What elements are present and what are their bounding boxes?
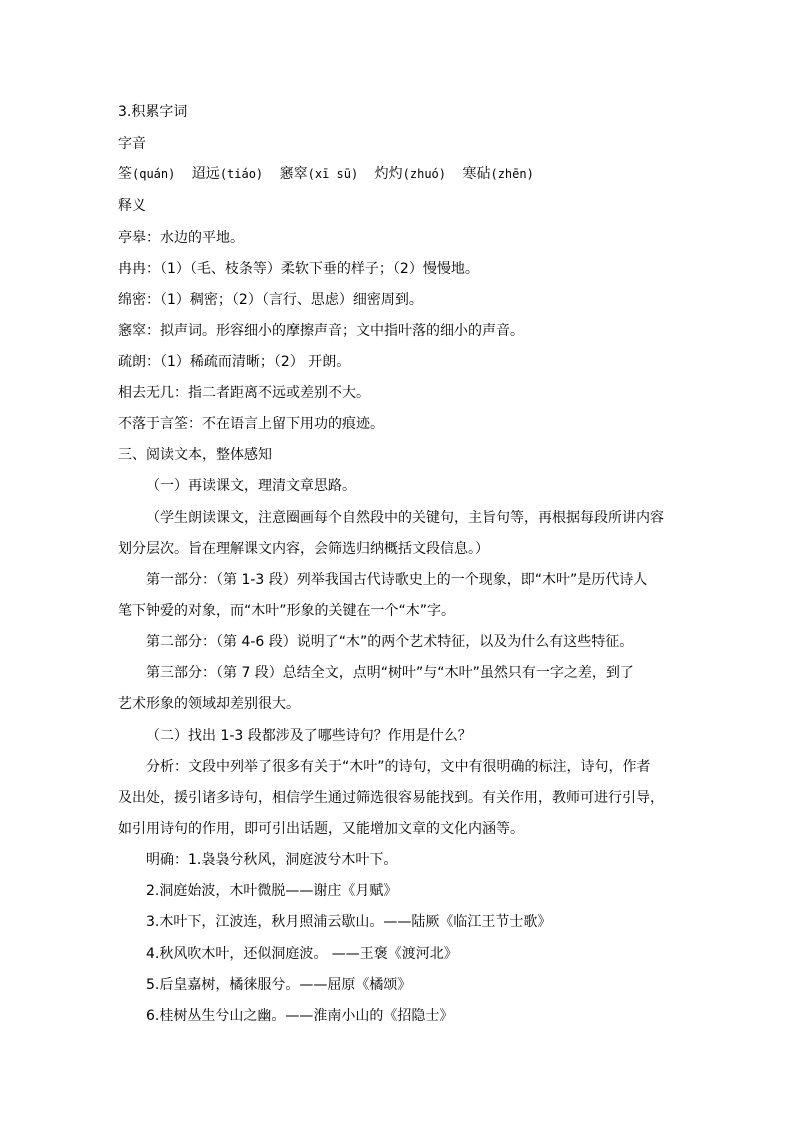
pron-pinyin: (zhēn)	[490, 167, 534, 181]
pron-word: 寒砧	[462, 166, 491, 182]
paragraph-line: 第一部分：（第 1-3 段）列举我国古代诗歌史上的一个现象，即“木叶”是历代诗人	[146, 572, 648, 588]
meaning-item: 不落于言筌：不在语言上留下用功的痕迹。	[118, 416, 384, 432]
paragraph-line: 艺术形象的领域却差别很大。	[118, 696, 300, 712]
answer-line: 明确：1.袅袅兮秋风，洞庭波兮木叶下。	[146, 852, 398, 868]
pron-word: 迢远	[191, 166, 220, 182]
section-heading: 三、阅读文本，整体感知	[118, 447, 272, 463]
pron-word: 窸窣	[279, 166, 308, 182]
paragraph-line: 笔下钟爱的对象，而“木叶”形象的关键在一个“木”字。	[118, 603, 456, 619]
answer-line: 4.秋风吹木叶，还似洞庭波。 ——王褒《渡河北》	[146, 946, 458, 962]
paragraph-line: 及出处，援引诸多诗句，相信学生通过筛选很容易能找到。有关作用，教师可进行引导，	[118, 790, 664, 806]
meaning-item: 窸窣：拟声词。形容细小的摩擦声音；文中指叶落的细小的声音。	[118, 323, 524, 339]
paragraph-line: 第三部分：（第 7 段）总结全文，点明“树叶”与“木叶”虽然只有一字之差，到了	[146, 665, 634, 681]
vocab-heading: 3.积累字词	[118, 104, 188, 120]
meaning-heading: 释义	[118, 198, 146, 214]
pron-pinyin: (quán)	[132, 167, 176, 181]
pron-word: 筌	[118, 166, 132, 182]
meaning-item: 绵密：（1）稠密；（2）（言行、思虑）细密周到。	[118, 292, 423, 308]
answer-line: 5.后皇嘉树，橘徕服兮。——屈原《橘颂》	[146, 977, 412, 993]
meaning-item: 相去无几：指二者距离不远或差别不大。	[118, 385, 370, 401]
meaning-item: 亭皋：水边的平地。	[118, 230, 244, 246]
pron-word: 灼灼	[374, 166, 403, 182]
answer-line: 3.木叶下，江波连，秋月照浦云歇山。——陆厥《临江王节士歌》	[146, 914, 552, 930]
subsection-title: （一）再读课文，理清文章思路。	[146, 478, 356, 494]
paragraph-line: 第二部分：（第 4-6 段）说明了“木”的两个艺术特征，以及为什么有这些特征。	[146, 634, 634, 650]
pron-pinyin: (xī sū)	[307, 167, 359, 181]
meaning-item: 疏朗：（1）稀疏而清晰；（2） 开朗。	[118, 354, 351, 370]
subsection-title: （二）找出 1-3 段都涉及了哪些诗句？作用是什么？	[146, 728, 472, 744]
meaning-item: 冉冉：（1）（毛、枝条等）柔软下垂的样子；（2）慢慢地。	[118, 261, 479, 277]
paragraph-line: （学生朗读课文，注意圈画每个自然段中的关键句，主旨句等，再根据每段所讲内容	[146, 510, 664, 526]
answer-line: 6.桂树丛生兮山之幽。——淮南小山的《招隐士》	[146, 1008, 454, 1024]
paragraph-line: 如引用诗句的作用，即可引出话题，又能增加文章的文化内涵等。	[118, 821, 524, 837]
pron-pinyin: (zhuó)	[402, 167, 447, 181]
pronunciation-heading: 字音	[118, 136, 146, 152]
paragraph-line: 划分层次。旨在理解课文内容，会筛选归纳概括文段信息。）	[118, 541, 489, 557]
answer-line: 2.洞庭始波，木叶微脱——谢庄《月赋》	[146, 883, 398, 899]
paragraph-line: 分析：文段中列举了很多有关于“木叶”的诗句，文中有很明确的标注，诗句，作者	[146, 759, 651, 775]
pron-pinyin: (tiáo)	[219, 167, 264, 181]
pronunciation-list	[118, 164, 676, 184]
